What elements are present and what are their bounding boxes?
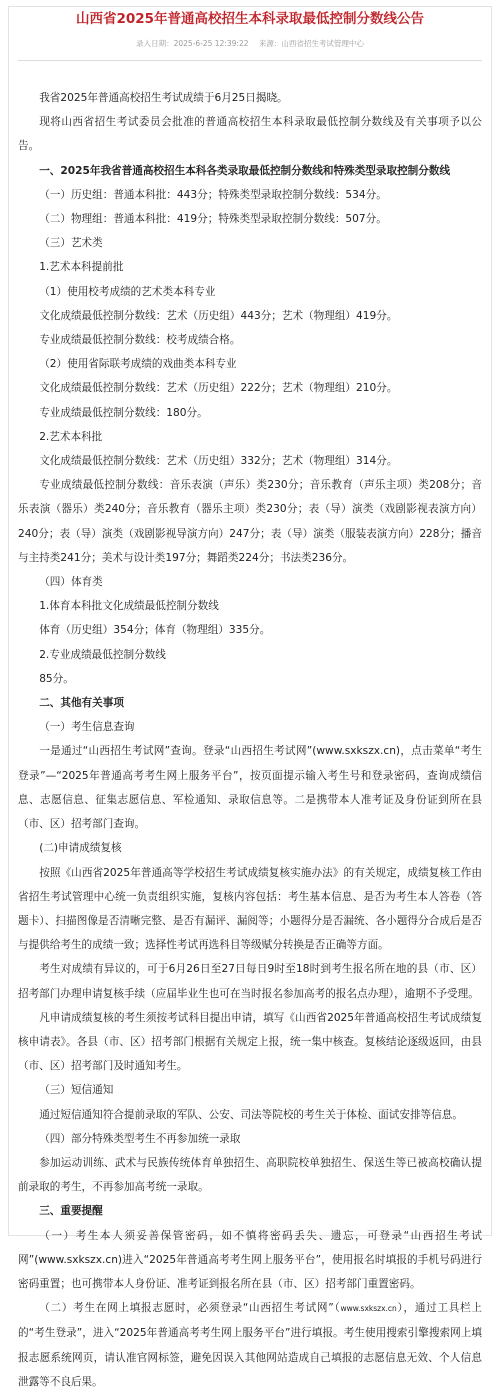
subsection-heading: （四）体育类 xyxy=(39,576,103,589)
date-value: 2025-6-25 12:39:22 xyxy=(173,39,249,48)
source-label: 来源： xyxy=(258,39,282,48)
paragraph: 文化成绩最低控制分数线：艺术（历史组）332分；艺术（物理组）314分。 xyxy=(39,455,398,468)
paragraph: （一）考生本人须妥善保管密码，如不慎将密码丢失、遗忘，可登录“山西招生考试网”(www.sxkszx.cn)进入“2025年普通高考考生网上服务平台”，使用报名时填报的手机号码进行密码重置；也可携带本人身份证、准考证到报名所在县（市、区）招考部门重置密码。 xyxy=(18,1229,482,1290)
section-heading: 三、重要提醒 xyxy=(39,1205,103,1218)
paragraph: （二）物理组：普通本科批：419分；特殊类型录取控制分数线：507分。 xyxy=(39,213,387,226)
subsection-heading: （三）短信通知 xyxy=(39,1084,114,1097)
paragraph: （一）历史组：普通本科批：443分；特殊类型录取控制分数线：534分。 xyxy=(39,188,387,201)
paragraph: 专业成绩最低控制分数线：校考成绩合格。 xyxy=(39,334,241,347)
paragraph: 文化成绩最低控制分数线：艺术（历史组）222分；艺术（物理组）210分。 xyxy=(39,382,398,395)
article-body xyxy=(18,86,482,1394)
paragraph xyxy=(18,1296,482,1394)
publish-date xyxy=(136,39,248,48)
paragraph: 2.专业成绩最低控制分数线 xyxy=(39,648,166,661)
subsection-heading: （一）考生信息查询 xyxy=(39,721,135,734)
website-link[interactable]: www.sxkszx.cn xyxy=(340,1304,397,1314)
paragraph: 我省2025年普通高校招生考试成绩于6月25日揭晓。 xyxy=(39,92,288,104)
subsection-heading: （四）部分特殊类型考生不再参加统一录取 xyxy=(39,1132,241,1145)
paragraph: 85分。 xyxy=(39,672,74,685)
paragraph: 文化成绩最低控制分数线：艺术（历史组）443分；艺术（物理组）419分。 xyxy=(39,309,398,322)
subsection-heading: (二)申请成绩复核 xyxy=(39,842,122,855)
paragraph: 体育（历史组）354分；体育（物理组）335分。 xyxy=(39,624,271,637)
text-run: ），通过工具栏上的“考生登录”，进入“2025年普通高考考生网上服务平台”进行填报。考生使用搜索引擎搜索网上填报志愿系统网页，请认准官网标签，避免因误入其他网站造成自己填报的志愿信息无效、个人信息泄露等不良后果。 xyxy=(18,1302,482,1388)
section-heading: 二、其他有关事项 xyxy=(39,697,124,710)
section-heading: 一、2025年我省普通高校招生本科各类录取最低控制分数线和特殊类型录取控制分数线 xyxy=(39,164,451,177)
paragraph: 参加运动训练、武术与民族传统体育单独招生、高职院校单独招生、保送生等已被高校确认提前录取的考生，不再参加高考统一录取。 xyxy=(18,1156,482,1194)
paragraph: 2.艺术本科批 xyxy=(39,430,103,443)
paragraph: 一是通过“山西招生考试网”查询。登录“山西招生考试网”(www.sxkszx.cn)，点击菜单“考生登录”—“2025年普通高考考生网上服务平台”，按页面提示输入考生号和登录密码，查询成绩信息、志愿信息、征集志愿信息、军检通知、录取信息等。二是携带本人准考证及身份证到所在县（市、区）招考部门查询。 xyxy=(18,745,482,831)
paragraph: 现将山西省招生考试委员会批准的普通高校招生本科录取最低控制分数线及有关事项予以公告。 xyxy=(18,116,482,153)
paragraph: （2）使用省际联考成绩的戏曲类本科专业 xyxy=(39,358,237,371)
paragraph: 凡申请成绩复核的考生须按考试科目提出申请，填写《山西省2025年普通高校招生考试成绩复核申请表》。各县（市、区）招考部门根据有关规定上报，统一集中核查。复核结论逐级返回，由县（市、区）招考部门及时通知考生。 xyxy=(18,1011,482,1073)
paragraph: 1.体育本科批文化成绩最低控制分数线 xyxy=(39,600,219,613)
paragraph: 考生对成绩有异议的，可于6月26日至27日每日9时至18时到考生报名所在地的县（市、区）招考部门办理申请复核手续（应届毕业生也可在当时报名参加高考的报名点办理），逾期不予受理。 xyxy=(18,963,482,1000)
paragraph: 1.艺术本科提前批 xyxy=(39,261,124,274)
article-source xyxy=(259,39,364,48)
paragraph: （1）使用校考成绩的艺术类本科专业 xyxy=(39,285,216,298)
date-label: 录入日期： xyxy=(136,39,174,48)
page-title: 山西省2025年普通高校招生本科录取最低控制分数线公告 xyxy=(75,11,425,27)
paragraph: 专业成绩最低控制分数线：180分。 xyxy=(39,406,208,419)
paragraph: 专业成绩最低控制分数线：音乐表演（声乐）类230分；音乐教育（声乐主项）类208分；音乐表演（器乐）类240分；音乐教育（器乐主项）类230分；表（导）演类（戏剧影视表演方向）240分；表（导）演类（戏剧影视导演方向）247分；表（导）演类（服装表演方向）228分；播音与主持类241分；美术与设计类197分；舞蹈类224分；书法类236分。 xyxy=(18,479,482,564)
subsection-heading: （三）艺术类 xyxy=(39,237,103,250)
paragraph: 通过短信通知符合提前录取的军队、公安、司法等院校的考生关于体检、面试安排等信息。 xyxy=(39,1108,463,1121)
text-run: （二）考生在网上填报志愿时，必须登录“山西招生考试网”（ xyxy=(39,1302,341,1315)
title-divider xyxy=(18,60,482,61)
paragraph: 按照《山西省2025年普通高等学校招生考试成绩复核实施办法》的有关规定，成绩复核工作由省招生考试管理中心统一负责组织实施，复核内容包括：考生基本信息、是否为考生本人答卷（答题卡）、扫描图像是否清晰完整、是否有漏评、漏阅等；小题得分是否漏统、各小题得分合成后是否与提供给考生的成绩一致；选择性考试再选科目等级赋分转换是否正确等方面。 xyxy=(18,866,482,952)
article-meta xyxy=(0,39,500,49)
source-value: 山西省招生考试管理中心 xyxy=(281,39,364,48)
